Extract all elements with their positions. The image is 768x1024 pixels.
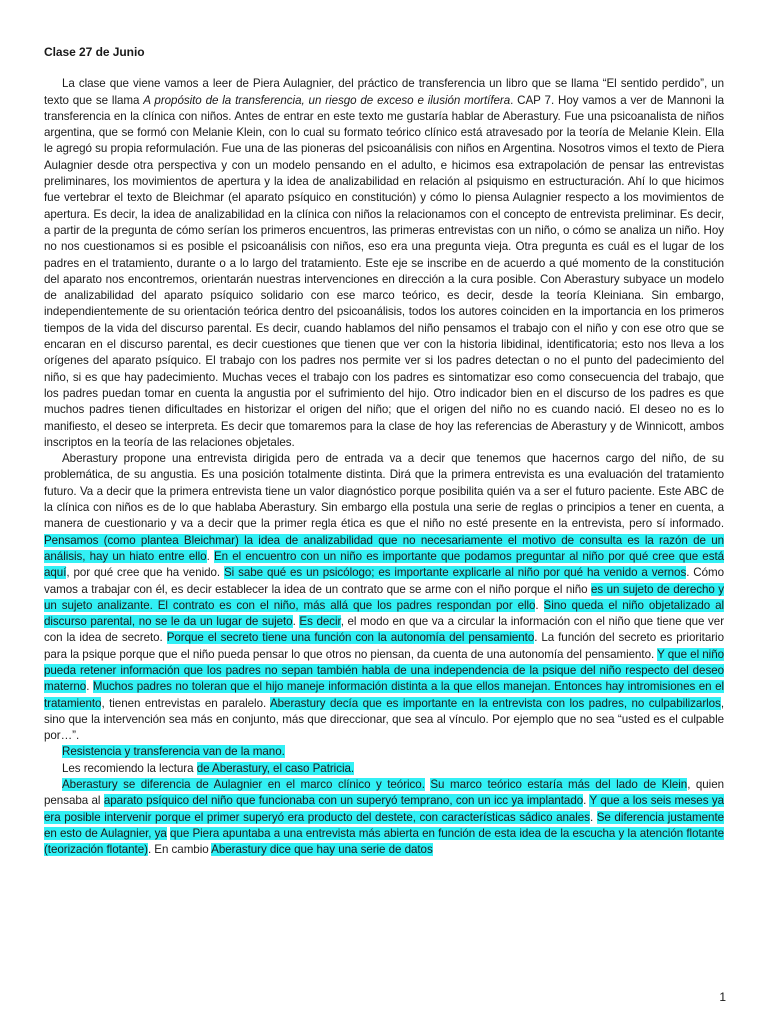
text-segment: La clase que viene vamos a leer de Piera Aulagnier, del práctico de transferencia un libro que se llama “El sentido perdido”, un texto que se llama	[44, 77, 724, 107]
text-segment: Aberastury propone una entrevista dirigida pero de entrada va a decir que tenemos que hacernos cargo del niño, de su problemática, de su angustia. Es una posición totalmente distinta. Dirá que la primera entrevista es una evaluación del tratamiento futuro. Va a decir que la primera entrevista tiene un valor diagnóstico porque posibilita quién va a ser el futuro paciente. Este ABC de la clínica con niños es de lo que hablaba Aberastury. Sin embargo ella postula una serie de reglas o principios a tener en cuenta, a manera de cuestionario y va a decir que la primer regla ética es que el niño no esté presente en la entrevista, pero sí informado.	[44, 452, 724, 531]
highlighted-text: aparato psíquico del niño que funcionaba con un superyó temprano, con un icc ya implantado	[103, 794, 584, 808]
highlighted-text: es un sujeto de derecho y un sujeto analizante. El contrato es con el niño, más allá que los padres respondan por ello	[44, 582, 724, 612]
document-page	[44, 44, 724, 859]
highlighted-text: Su marco teórico estaría más del lado de Klein	[430, 778, 688, 792]
text-segment: .	[206, 549, 214, 563]
text-segment: .	[589, 810, 597, 824]
paragraph	[44, 744, 724, 760]
highlighted-text: Aberastury dice que hay una serie de datos	[211, 843, 433, 857]
text-segment: .	[86, 680, 93, 694]
paragraph	[44, 76, 724, 451]
text-segment: , quien pensaba al	[44, 778, 724, 808]
highlighted-text: Y que a los seis meses ya era posible intervenir porque el primer superyó era producto del destete, con características sádico anales	[44, 794, 724, 824]
highlighted-text: de Aberastury, el caso Patricia.	[196, 761, 355, 775]
text-segment: A propósito de la transferencia, un riesgo de exceso e ilusión mortífera	[143, 93, 511, 107]
highlighted-text: Aberastury se diferencia de Aulagnier en el marco clínico y teórico.	[62, 778, 425, 792]
document-title: Clase 27 de Junio	[44, 45, 145, 59]
text-segment: , por qué cree que ha venido.	[66, 566, 224, 580]
paragraph	[44, 451, 724, 744]
paragraph	[44, 761, 724, 777]
text-segment: .	[583, 794, 590, 808]
highlighted-text: que Piera apuntaba a una entrevista más abierta en función de esta idea de la escucha y la atención flotante (teorización flotante)	[44, 826, 724, 857]
highlighted-text: Si sabe qué es un psicólogo; es importante explicarle al niño por qué ha venido a vernos	[224, 566, 687, 580]
text-segment: . La función del secreto es prioritario para la psique porque que el niño pueda pensar lo que otros no piensan, da cuenta de una autonomía del pensamiento.	[44, 631, 724, 661]
page-number: 1	[719, 990, 726, 1004]
text-segment: Les recomiendo la lectura	[62, 761, 197, 775]
highlighted-text: Y que el niño pueda retener información que los padres no sepan también habla de una independencia de la psique del niño respecto del deseo materno	[44, 647, 724, 694]
highlighted-text: En el encuentro con un niño es importante que podamos preguntar al niño por qué cree que está aquí	[44, 549, 725, 580]
highlighted-text: Porque el secreto tiene una función con la autonomía del pensamiento	[166, 631, 535, 645]
highlighted-text: Muchos padres no toleran que el hijo maneje información distinta a la que ellos manejan. Entonces hay intromisiones en el tratamiento	[44, 680, 725, 710]
text-segment: , tienen entrevistas en paralelo.	[101, 696, 270, 710]
highlighted-text: Resistencia y transferencia van de la mano.	[62, 745, 285, 759]
text-segment: .	[535, 598, 544, 612]
highlighted-text: Es decir	[299, 615, 341, 629]
highlighted-text: Aberastury decía que es importante en la entrevista con los padres, no culpabilizarlos	[269, 696, 721, 710]
text-segment: . En cambio	[147, 843, 212, 857]
text-segment: . CAP 7. Hoy vamos a ver de Mannoni la transferencia en la clínica con niños. Antes de entrar en este texto me gustaría hablar de Aberastury. Fue una psicoanalista de niños argentina, que se formó con Melanie Klein, con lo cual su formato teórico clínico está atravesado por la teoría de Melanie Klein. Ella le agregó su propia reformulación. Fue una de las pioneras del psicoanálisis con niños en Argentina. Nosotros vimos el texto de Piera Aulagnier desde otra perspectiva y con un modelo pensando en el adulto, e hicimos esa extrapolación de pensar las entrevistas preliminares, los movimientos de apertura y la idea de analizabilidad en relación al psiquismo en estructuración. Ahí lo que hicimos fue vertebrar el texto de Bleichmar (el aparato psíquico en constitución) y cómo lo piensa Aulagnier respecto a los movimientos de apertura. Es decir, la idea de analizabilidad en la clínica con niños la relacionamos con el concepto de entrevista preliminar. Es decir, a partir de la pregunta de cómo serían los primeros encuentros, las primeras entrevistas con un niño, o cómo se analiza un niño. Hoy no nos cuestionamos si es posible el psicoanálisis con niños, eso era una pregunta vieja. Otra pregunta es cuál es el lugar de los padres en el tratamiento, durante o a lo largo del tratamiento. Este eje se inscribe en de acuerdo a qué momento de la constitución del aparato nos encontremos, orientarán nuestras intervenciones en dirección a la cura posible. Con Aberastury subyace un modelo de analizabilidad del aparato psíquico solidario con ese marco teórico, es decir, desde la teoría Kleiniana. Sin embargo, independientemente de su orientación teórica dentro del psicoanálisis, todos los autores coinciden en la importancia en los primeros tiempos de la vida del discurso parental. Es decir, cuando hablamos del niño pensamos el trabajo con el niño y con ese otro que se encaran en el discurso parental, es decir cuestiones que tienen que ver con la historia libidinal, identificatoria; esto nos lleva a los orígenes del aparato psíquico. El trabajo con los padres nos permite ver si los padres detectan o no el punto del padecimiento del niño, si es que hay padecimiento. Muchas veces el trabajo con los padres es sintomatizar eso como consecuencia del trabajo, que los padres puedan tomar en cuenta la angustia por el sufrimiento del hijo. Otro indicador bien en el discurso de los padres es que muchos padres tienen dificultades en historizar el origen del niño; que el origen del niño no es cuando nació. El deseo no es lo manifiesto, el deseo se interpreta. Es decir que tomaremos para la clase de hoy las referencias de Aberastury y de Winnicott, ambos inscriptos en la teoría de las relaciones objetales.	[44, 93, 724, 449]
text-segment: , el modo en que va a circular la información con el niño que tiene que ver con la idea de secreto.	[44, 615, 725, 645]
text-segment: .	[292, 615, 300, 629]
highlighted-text: Pensamos (como plantea Bleichmar) la idea de analizabilidad que no necesariamente el motivo de consulta es la razón de un análisis, hay un hiato entre ello	[44, 533, 724, 563]
paragraph	[44, 777, 724, 858]
highlighted-text: Se diferencia justamente en esto de Aulagnier, ya	[44, 810, 725, 840]
highlighted-text: Sino queda el niño objetalizado al discurso parental, no se le da un lugar de sujeto	[44, 598, 725, 629]
document-body	[44, 76, 724, 858]
text-segment: . Cómo vamos a trabajar con él, es decir establecer la idea de un contrato que se arme con el niño porque el niño	[44, 566, 724, 596]
text-segment: , sino que la intervención sea más en conjunto, más que direccionar, que sea al vínculo. Por ejemplo que no sea “usted es el culpable por…”.	[44, 696, 724, 743]
